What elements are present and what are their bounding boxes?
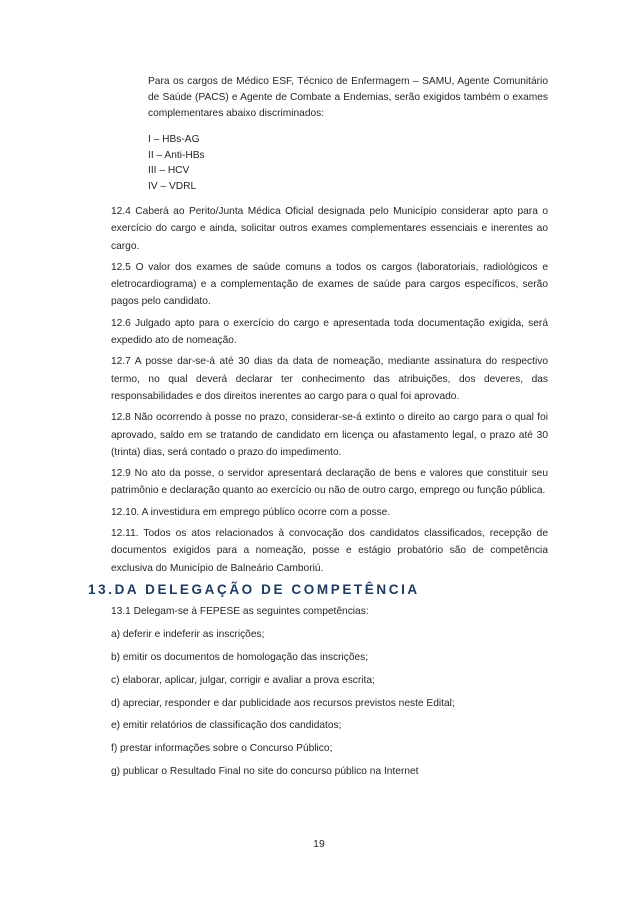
paragraph-12-7: 12.7 A posse dar-se-á até 30 dias da data de nomeação, mediante assinatura do respectivo termo, no qual deverá declarar ter conhecimento das atribuições, dos deveres, das responsabilidades e dos direitos inerentes ao cargo para o qual foi aprovado. (111, 356, 548, 402)
exam-item: II – Anti-HBs (148, 149, 205, 161)
list-item: 13.1 Delegam-se à FEPESE as seguintes competências: (111, 605, 369, 617)
paragraph-12-9: 12.9 No ato da posse, o servidor apresentará declaração de bens e valores que constituir seu patrimônio e declaração quanto ao exercício ou não de outro cargo, emprego ou função pública. (111, 468, 548, 497)
exam-item: I – HBs-AG (148, 134, 200, 145)
paragraph-12-6: 12.6 Julgado apto para o exercício do cargo e apresentada toda documentação exigida, será expedido ato de nomeação. (111, 317, 548, 347)
exam-list (148, 132, 548, 194)
list-item: a) deferir e indeferir as inscrições; (111, 628, 265, 640)
page-number: 19 (313, 838, 325, 850)
paragraph-12-4: 12.4 Caberá ao Perito/Junta Médica Oficial designada pelo Município considerar apto para o exercício do cargo e ainda, solicitar outros exames complementares essenciais e inerentes ao cargo. (111, 206, 548, 252)
exam-item: III – HCV (148, 165, 190, 176)
section-heading: 13.DA DELEGAÇÃO DE COMPETÊNCIA (88, 581, 420, 597)
exam-requirements-text: Para os cargos de Médico ESF, Técnico de Enfermagem – SAMU, Agente Comunitário de Saúde (PACS) e Agente de Combate a Endemias, serão exigidos também o exames complementares abaixo discriminados: (148, 76, 548, 119)
exam-requirements-block (148, 74, 548, 194)
list-item: f) prestar informações sobre o Concurso Público; (111, 743, 333, 755)
list-item: e) emitir relatórios de classificação dos candidatos; (111, 720, 342, 732)
list-item: g) publicar o Resultado Final no site do concurso público na Internet (111, 766, 419, 778)
paragraph-12-10: 12.10. A investidura em emprego público ocorre com a posse. (111, 506, 391, 518)
paragraph-12-5: 12.5 O valor dos exames de saúde comuns a todos os cargos (laboratoriais, radiológicos e eletrocardiograma) e a complementação de exames de saúde para cargos específicos, serão pagos pelo candidato. (111, 261, 548, 308)
paragraph-12-8: 12.8 Não ocorrendo à posse no prazo, considerar-se-á extinto o direito ao cargo para o qual foi aprovado, saldo em se tratando de candidato em licença ou afastamento legal, o prazo até 30 (trinta) dias, será contado o prazo do impedimento. (111, 412, 548, 458)
list-item: d) apreciar, responder e dar publicidade aos recursos previstos neste Edital; (111, 697, 455, 709)
main-content (88, 203, 548, 786)
list-item: b) emitir os documentos de homologação das inscrições; (111, 651, 369, 663)
exam-item: IV – VDRL (148, 180, 197, 192)
paragraph-12-11: 12.11. Todos os atos relacionados à convocação dos candidatos classificados, recepção de documentos exigidos para a nomeação, posse e estágio probatório são de competência exclusiva do Município de Balneário Camboriú. (111, 528, 548, 574)
list-item: c) elaborar, aplicar, julgar, corrigir e avaliar a prova escrita; (111, 674, 375, 686)
